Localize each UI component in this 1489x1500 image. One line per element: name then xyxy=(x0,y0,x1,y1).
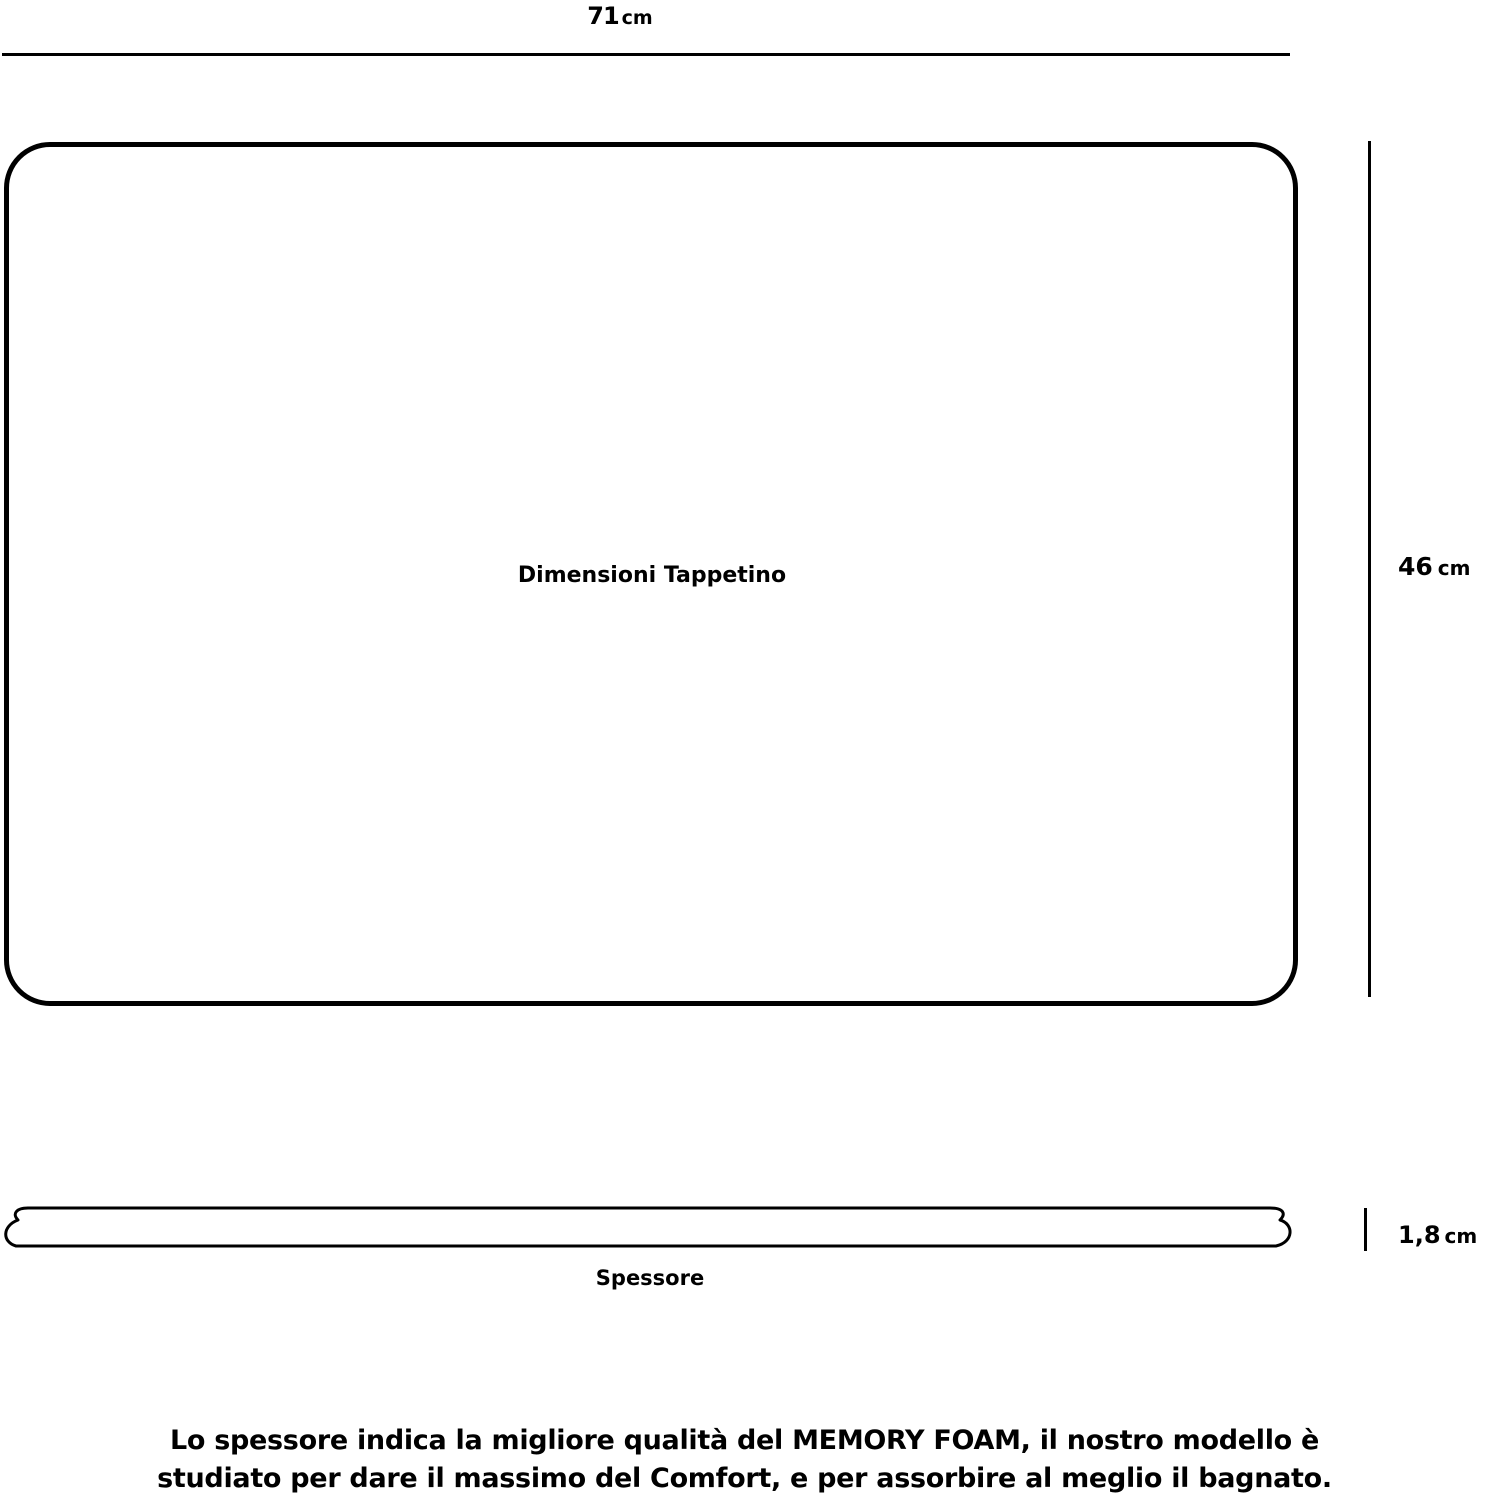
height-value: 46 xyxy=(1398,552,1433,581)
width-unit: cm xyxy=(621,7,653,29)
thickness-value: 1,8 xyxy=(1398,1221,1441,1249)
height-dimension-line xyxy=(1368,141,1371,997)
width-dimension-line xyxy=(2,53,1290,56)
description-line-2: studiato per dare il massimo del Comfort, e per assorbire al meglio il bagnato. xyxy=(157,1463,1332,1494)
width-dimension-label xyxy=(540,2,700,33)
height-dimension-label xyxy=(1398,551,1488,586)
height-unit: cm xyxy=(1437,556,1471,580)
mat-side-profile xyxy=(0,1200,1300,1255)
width-value: 71 xyxy=(587,2,619,30)
mat-title: Dimensioni Tappetino xyxy=(517,563,787,588)
thickness-dimension-line xyxy=(1364,1208,1367,1251)
thickness-unit: cm xyxy=(1444,1224,1478,1248)
thickness-label: Spessore xyxy=(595,1266,705,1290)
description-line-1: Lo spessore indica la migliore qualità del MEMORY FOAM, il nostro modello è xyxy=(169,1425,1320,1456)
description-text xyxy=(20,1422,1469,1498)
thickness-dimension-label xyxy=(1398,1219,1488,1254)
